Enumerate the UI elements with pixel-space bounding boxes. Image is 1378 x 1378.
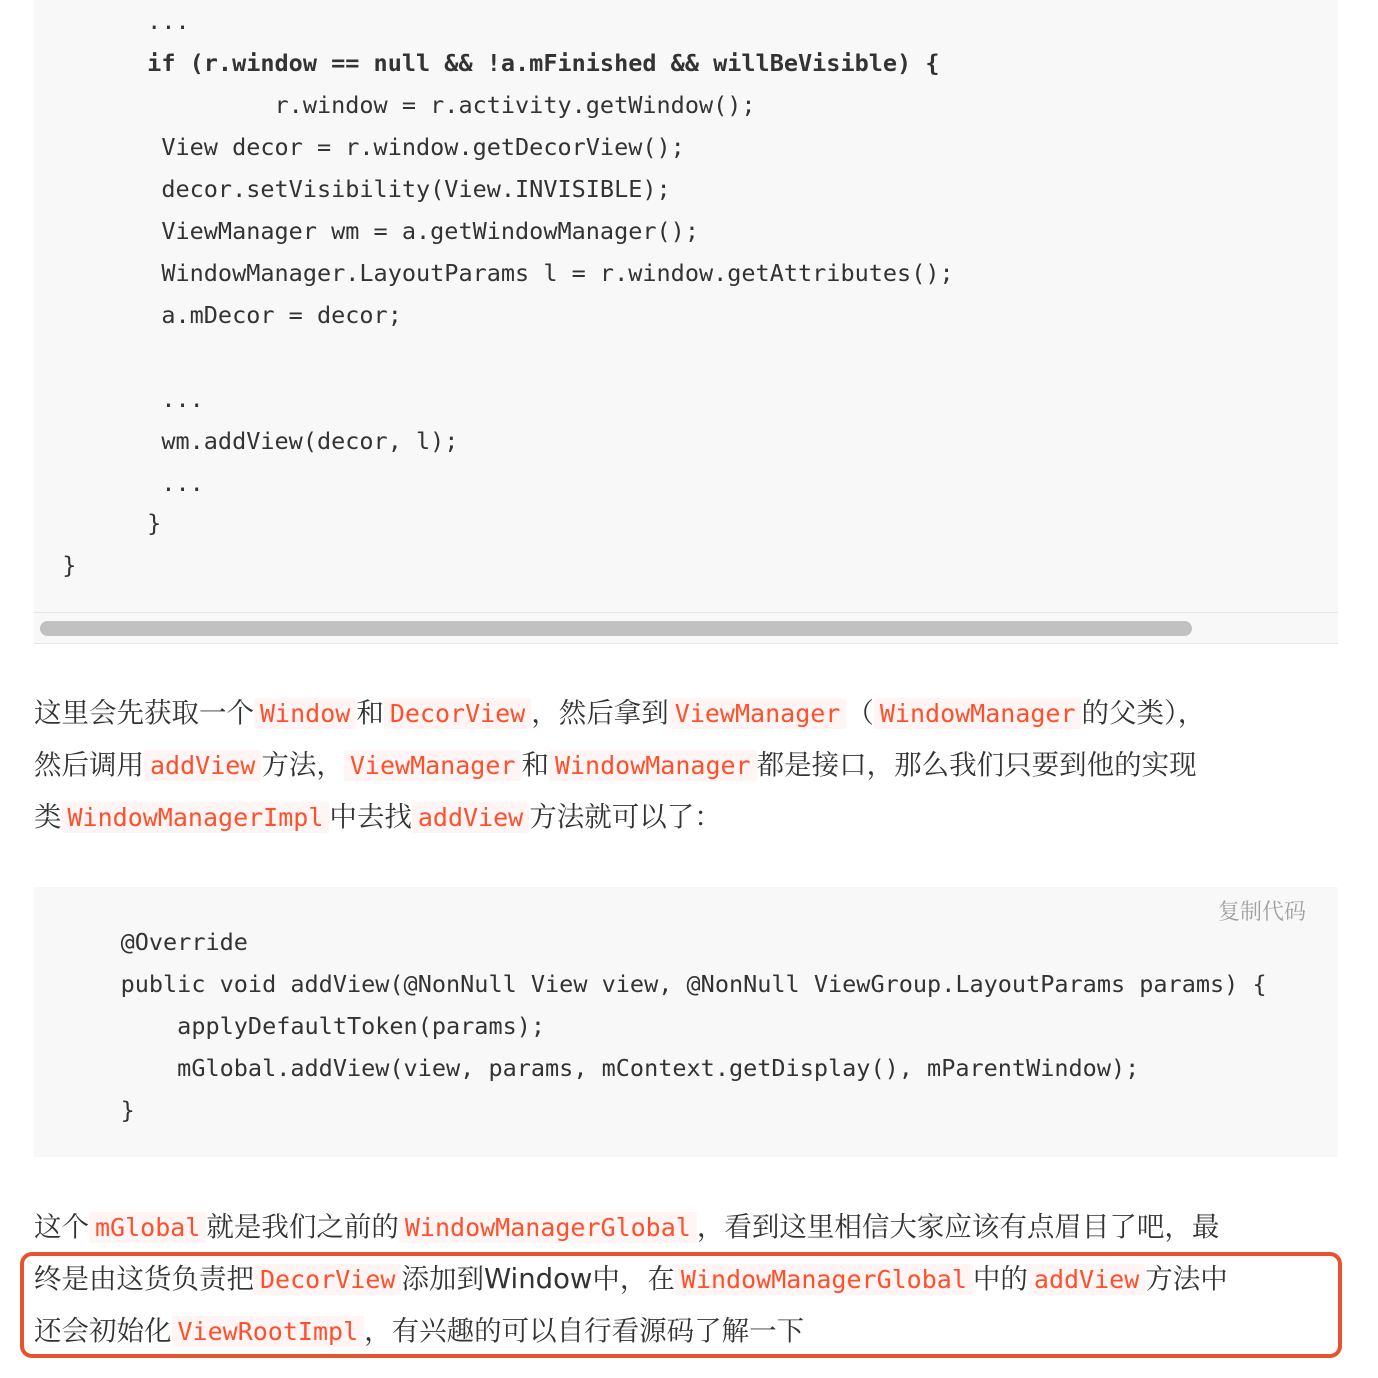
- text: 终是由这货负责把: [34, 1263, 254, 1295]
- inline-code: ViewManager: [344, 750, 522, 781]
- text: 中的: [972, 1263, 1028, 1295]
- scrollbar-thumb[interactable]: [40, 621, 1192, 636]
- text: 就是我们之前的: [206, 1211, 399, 1243]
- text: ，看到这里相信大家应该有点眉目了吧，最: [696, 1211, 1220, 1243]
- text: 然后调用: [34, 749, 144, 781]
- code-line: mGlobal.addView(view, params, mContext.getDisplay(), mParentWindow);: [64, 1054, 1140, 1082]
- code-line: applyDefaultToken(params);: [64, 1012, 546, 1040]
- code-line: }: [34, 551, 77, 579]
- text: 这个: [34, 1211, 89, 1243]
- inline-code: DecorView: [384, 698, 531, 729]
- inline-code: WindowManager: [549, 750, 757, 781]
- code-line: decor.setVisibility(View.INVISIBLE);: [34, 175, 671, 203]
- code-line: WindowManager.LayoutParams l = r.window.getAttributes();: [34, 259, 954, 287]
- text: 还会初始化: [34, 1315, 172, 1347]
- inline-code: WindowManagerImpl: [62, 802, 330, 833]
- inline-code: WindowManager: [874, 698, 1082, 729]
- copy-code-button[interactable]: 复制代码: [1217, 900, 1306, 925]
- code-block-top: [34, 0, 1338, 612]
- paragraph-line: [34, 791, 1338, 843]
- text: 都是接口，那么我们只要到他的实现: [756, 749, 1197, 781]
- inline-code: DecorView: [254, 1264, 401, 1295]
- code-line: if (r.window == null && !a.mFinished && willBeVisible) {: [34, 49, 940, 77]
- paragraph-1: [34, 687, 1338, 843]
- code-line: }: [34, 509, 162, 537]
- code-line: }: [64, 1096, 135, 1124]
- code-line: ...: [34, 385, 204, 413]
- inline-code: ViewRootImpl: [172, 1316, 365, 1347]
- paragraph-line: [34, 739, 1338, 791]
- code-line: ViewManager wm = a.getWindowManager();: [34, 217, 699, 245]
- code-line: a.mDecor = decor;: [34, 301, 402, 329]
- inline-code: addView: [1028, 1264, 1145, 1295]
- text: 方法中: [1145, 1263, 1228, 1295]
- text: 中去找: [329, 801, 412, 833]
- text: 添加到Window中，在: [401, 1263, 675, 1295]
- code-line: r.window = r.activity.getWindow();: [34, 91, 756, 119]
- paragraph-line: [34, 687, 1338, 739]
- inline-code: WindowManagerGlobal: [675, 1264, 973, 1295]
- code-line: ...: [34, 7, 190, 35]
- paragraph-line: [34, 1201, 1338, 1253]
- text: ，有兴趣的可以自行看源码了解一下: [364, 1315, 805, 1347]
- horizontal-scrollbar[interactable]: [34, 612, 1338, 644]
- text: 方法，: [261, 749, 344, 781]
- inline-code: addView: [412, 802, 529, 833]
- inline-code: WindowManagerGlobal: [399, 1212, 697, 1243]
- text: 的父类），: [1081, 697, 1206, 729]
- text: ，然后拿到: [531, 697, 669, 729]
- text: 方法就可以了：: [529, 801, 722, 833]
- code-line: public void addView(@NonNull View view, @NonNull ViewGroup.LayoutParams params) {: [64, 970, 1267, 998]
- text: 类: [34, 801, 62, 833]
- code-line: View decor = r.window.getDecorView();: [34, 133, 685, 161]
- highlight-annotation-box: [20, 1252, 1342, 1358]
- text: （: [846, 697, 874, 729]
- inline-code: addView: [144, 750, 261, 781]
- inline-code: Window: [254, 698, 356, 729]
- code-line: @Override: [64, 928, 248, 956]
- code-block-bottom: [34, 887, 1338, 1157]
- code-line: ...: [34, 469, 204, 497]
- code-line: wm.addView(decor, l);: [34, 427, 459, 455]
- text: 和: [356, 697, 384, 729]
- inline-code: ViewManager: [669, 698, 847, 729]
- code-line-if: [34, 42, 939, 84]
- text: 这里会先获取一个: [34, 697, 254, 729]
- inline-code: mGlobal: [89, 1212, 206, 1243]
- text: 和: [521, 749, 549, 781]
